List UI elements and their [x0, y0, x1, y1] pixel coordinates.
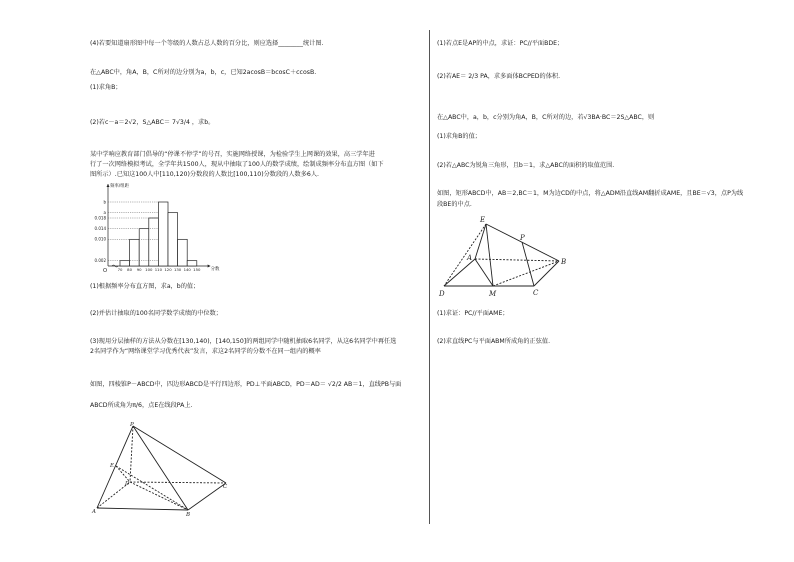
x-tick-label: 70 [117, 267, 123, 272]
histogram-bar [187, 261, 197, 266]
pyramid-stem-line-1: 如图，四棱锥P－ABCD中，四边形ABCD是平行四边形，PD⊥平面ABCD，PD＝AD＝ √2/2 AB＝1，直线PB与面 [90, 381, 402, 388]
triangle2-stem: 在△ABC中，a，b，c分别为角A，B，C所对的边，若√3BA·BC＝2S△ABC，则 [437, 114, 655, 121]
label-d: D [439, 290, 445, 298]
pyramid-stem-line-2: ABCD所成角为π/6，点E在线段PA上. [90, 402, 193, 409]
x-tick-label: 150 [193, 267, 201, 272]
triangle-problem-stem: 在△ABC中，角A，B，C所对的边分别为a，b，c，已知2acosB＝bcosC＋ccosB. [90, 69, 317, 76]
edge-pd [130, 426, 133, 482]
pyramid-part-2: (2)若AE＝ 2/3 PA，求多面体BCPED的体积. [437, 73, 561, 80]
x-tick-label: 120 [164, 267, 172, 272]
frequency-histogram [86, 180, 246, 278]
column-divider [429, 30, 430, 524]
fold-stem-line-2: 段BE的中点. [437, 201, 472, 208]
folded-rectangle-figure [436, 212, 576, 302]
y-tick-label: 0.018 [94, 215, 106, 221]
edge-ab [97, 508, 188, 510]
edge-ab [475, 259, 559, 261]
histogram-bar [149, 218, 159, 266]
edge-eb [116, 466, 188, 510]
triangle2-part-2: (2)若△ABC为锐角三角形，且b＝1，求△ABC的面积的取值范围. [437, 162, 615, 169]
x-tick-label: 140 [183, 267, 191, 272]
label-p: P [130, 422, 134, 428]
stats-part-2: (2)并估计抽取的100名同学数学成绩的中位数； [90, 310, 222, 317]
label-c: C [533, 289, 539, 297]
x-tick-label: 80 [127, 267, 133, 272]
histogram-bar [178, 239, 188, 266]
x-tick-label: 110 [154, 267, 163, 272]
pyramid-figure [90, 420, 230, 516]
label-a: A [92, 509, 96, 515]
triangle-part-1: (1)求角B； [90, 84, 122, 91]
edge-pb [133, 426, 188, 510]
histogram-bar [168, 213, 178, 266]
label-e: E [480, 216, 486, 224]
edge-bc [188, 483, 226, 510]
y-tick-label: a [103, 210, 106, 216]
stats-stem-line-3: 图所示）.已知这100人中[110,120)分数段的人数比[100,110)分数段的人数多6人. [90, 171, 320, 178]
y-tick-label: b [103, 199, 106, 205]
fold-part-1: (1)求证：PC//平面AME； [437, 310, 509, 317]
edge-bm [493, 261, 559, 286]
histogram-bar [139, 229, 149, 266]
edge-ea-dash [444, 224, 486, 286]
question-4-line: (4)若要知道扇形图中每一个等级的人数占总人数的百分比，则应选择________统计图. [90, 40, 324, 47]
label-p: P [520, 234, 525, 242]
edge-pc [522, 242, 534, 286]
fold-part-2: (2)求直线PC与平面ABM所成角的正弦值. [437, 338, 551, 345]
stats-part-3-line-2: 2名同学作为“网络课堂学习优秀代表”发言，求这2名同学的分数不在同一组内的概率 [90, 348, 321, 355]
triangle2-part-1: (1)求角B的值； [437, 133, 481, 140]
label-d: D [125, 481, 130, 487]
edge-cb [534, 261, 559, 286]
edge-ea [475, 224, 486, 259]
x-tick-label: 100 [145, 267, 153, 272]
stats-part-1: (1)根据频率分布直方图，求a，b的值； [90, 283, 200, 290]
y-tick-label: 0.010 [94, 236, 106, 242]
histogram-bar [130, 239, 140, 266]
y-axis-label: 频率/组距 [110, 184, 130, 189]
y-tick-label: 0.002 [94, 258, 106, 264]
label-c: C [223, 484, 228, 490]
label-e: E [110, 463, 115, 469]
stats-stem-line-2: 行了一次网络模拟考试，全学年共1500人，现从中抽取了100人的数学成绩，绘制成频率分布直方图（如下 [90, 161, 384, 168]
histogram-bar [120, 261, 130, 266]
stats-stem-line-1: 某中学响应教育部门倡导的“停课不停学”的号召，实施网络授课，为检验学生上网课的效果，高三学年进 [90, 151, 375, 158]
pyramid-part-1: (1)若点E是AP的中点，求证：PC//平面BDE； [437, 40, 564, 47]
x-tick-label: 130 [173, 267, 182, 272]
edge-ed [116, 466, 130, 482]
stats-part-3-line-1: (3)现用分层抽样的方法从分数在[130,140)，[140,150]的两组同学中随机抽取6名同学，从这6名同学中再任选 [90, 338, 397, 345]
label-m: M [489, 290, 497, 298]
triangle-part-2: (2)若c－a＝2√2，S△ABC＝ 7√3/4 ，求b。 [90, 119, 215, 126]
label-b: B [186, 512, 191, 516]
histogram-bar [158, 202, 168, 266]
y-tick-label: 0.014 [94, 226, 106, 232]
x-tick-label: 90 [136, 267, 142, 272]
edge-pc [133, 426, 226, 483]
x-axis-label: 分数 [210, 267, 220, 272]
fold-stem-line-1: 如图，矩形ABCD中，AB＝2,BC＝1，M为边CD的中点，将△ADM沿直线AM翻折成AME，且BE＝√3，点P为线 [437, 190, 744, 197]
label-a: A [467, 254, 473, 262]
label-b: B [561, 258, 567, 266]
edge-pa [97, 426, 133, 508]
origin-label: O [103, 268, 108, 274]
